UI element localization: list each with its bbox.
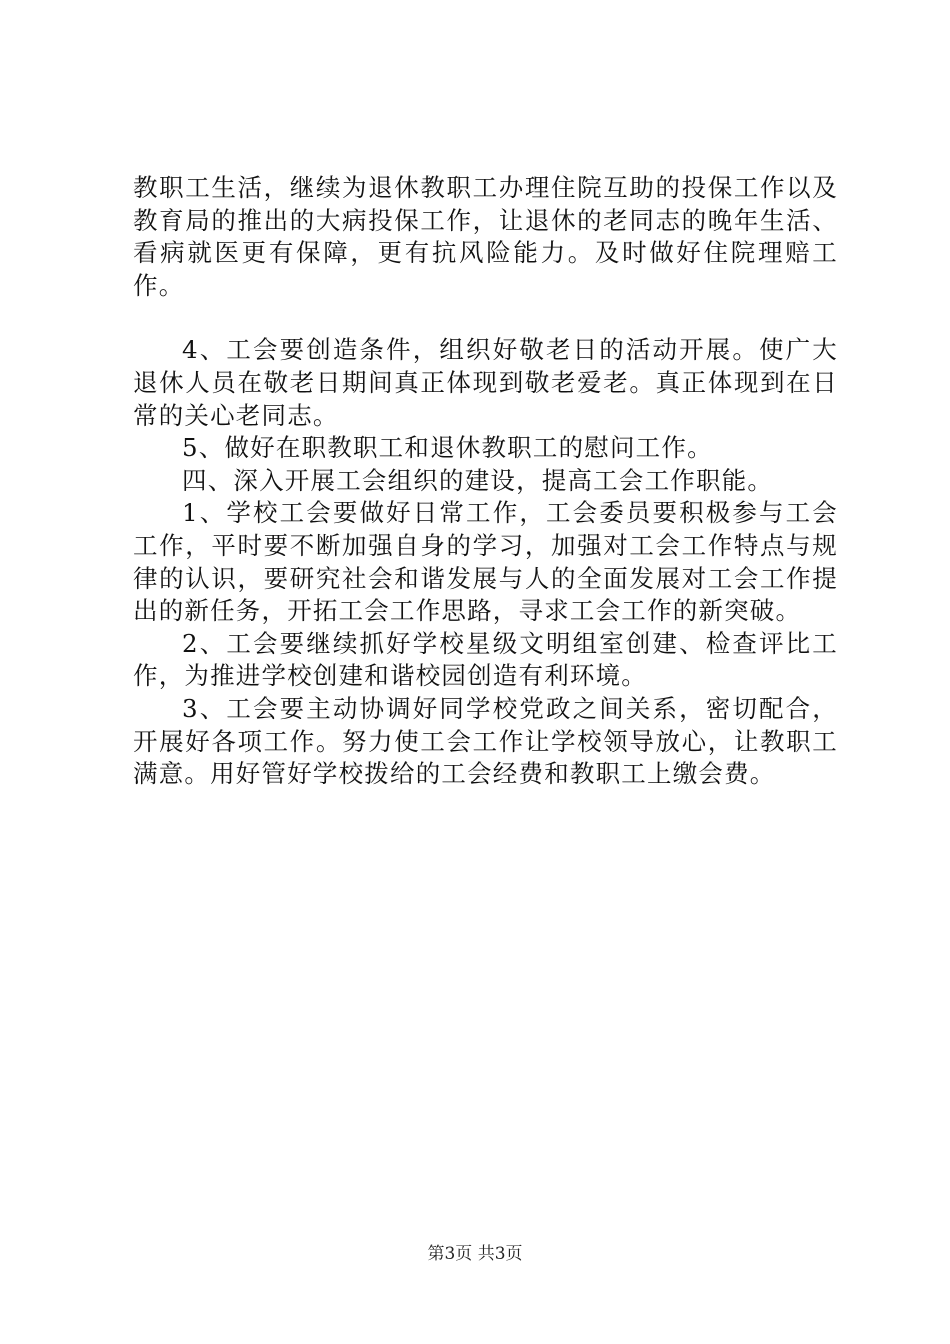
paragraph-section4-item-1: 1、学校工会要做好日常工作，工会委员要积极参与工会工作，平时要不断加强自身的学习，加强对工会工作特点与规律的认识，要研究社会和谐发展与人的全面发展对工会工作提出的新任务，开拓工会工作思路，寻求工会工作的新突破。 bbox=[133, 498, 838, 626]
paragraph-section4-item-2: 2、工会要继续抓好学校星级文明组室创建、检查评比工作，为推进学校创建和谐校园创造有利环境。 bbox=[133, 628, 838, 691]
document-body bbox=[133, 172, 838, 791]
paragraph-retiree-insurance: 教职工生活，继续为退休教职工办理住院互助的投保工作以及教育局的推出的大病投保工作，让退休的老同志的晚年生活、看病就医更有保障，更有抗风险能力。及时做好住院理赔工作。 bbox=[133, 173, 838, 300]
section-heading-4: 四、深入开展工会组织的建设，提高工会工作职能。 bbox=[182, 465, 774, 495]
paragraph-section4-item-3: 3、工会要主动协调好同学校党政之间关系，密切配合，开展好各项工作。努力使工会工作让学校领导放心，让教职工满意。用好管好学校拨给的工会经费和教职工上缴会费。 bbox=[133, 693, 838, 789]
paragraph-item-4: 4、工会要创造条件，组织好敬老日的活动开展。使广大退休人员在敬老日期间真正体现到敬老爱老。真正体现到在日常的关心老同志。 bbox=[133, 335, 838, 430]
paragraph-item-5: 5、做好在职教职工和退休教职工的慰问工作。 bbox=[182, 433, 713, 463]
page-number-footer: 第3页 共3页 bbox=[427, 1244, 523, 1264]
